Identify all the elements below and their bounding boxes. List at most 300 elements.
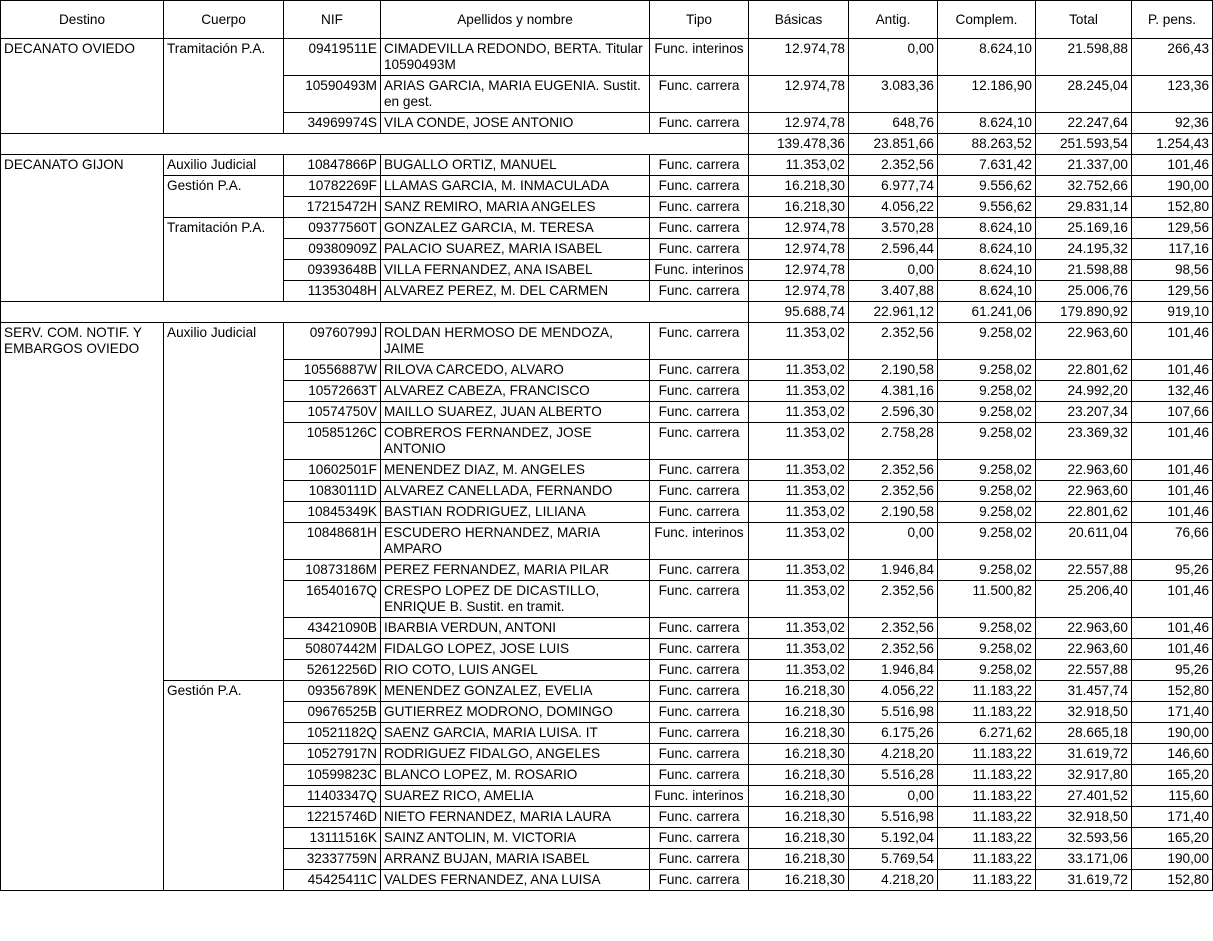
cell-cuerpo: Auxilio Judicial [164, 155, 284, 176]
cell-tipo: Func. carrera [650, 197, 749, 218]
cell-antig: 5.769,54 [849, 849, 938, 870]
cell-ppens: 152,80 [1132, 681, 1213, 702]
cell-nombre: LLAMAS GARCIA, M. INMACULADA [381, 176, 650, 197]
cell-basicas: 11.353,02 [749, 155, 849, 176]
cell-ppens: 129,56 [1132, 281, 1213, 302]
cell-basicas: 16.218,30 [749, 807, 849, 828]
cell-complem: 11.183,22 [938, 807, 1036, 828]
cell-destino: DECANATO GIJON [1, 155, 164, 302]
cell-total: 28.245,04 [1036, 76, 1132, 113]
cell-total: 32.918,50 [1036, 807, 1132, 828]
cell-antig: 0,00 [849, 786, 938, 807]
cell-antig: 5.516,98 [849, 807, 938, 828]
cell-tipo: Func. carrera [650, 402, 749, 423]
cell-total: 25.006,76 [1036, 281, 1132, 302]
cell-nif: 10847866P [284, 155, 381, 176]
cell-nif: 10602501F [284, 460, 381, 481]
cell-tipo: Func. interinos [650, 260, 749, 281]
cell-nombre: SAINZ ANTOLIN, M. VICTORIA [381, 828, 650, 849]
cell-antig: 4.056,22 [849, 197, 938, 218]
table-row [1, 323, 1213, 360]
cell-basicas: 12.974,78 [749, 218, 849, 239]
cell-ppens: 101,46 [1132, 360, 1213, 381]
header-antig: Antig. [849, 1, 938, 39]
cell-basicas: 11.353,02 [749, 660, 849, 681]
cell-basicas: 12.974,78 [749, 113, 849, 134]
cell-total: 27.401,52 [1036, 786, 1132, 807]
cell-nif: 10527917N [284, 744, 381, 765]
cell-tipo: Func. carrera [650, 76, 749, 113]
cell-antig: 2.352,56 [849, 155, 938, 176]
cell-basicas: 16.218,30 [749, 744, 849, 765]
cell-tipo: Func. carrera [650, 744, 749, 765]
cell-total: 31.457,74 [1036, 681, 1132, 702]
cell-complem: 12.186,90 [938, 76, 1036, 113]
cell-ppens: 171,40 [1132, 807, 1213, 828]
cell-nombre: ALVAREZ PEREZ, M. DEL CARMEN [381, 281, 650, 302]
cell-complem: 9.258,02 [938, 381, 1036, 402]
cell-tipo: Func. carrera [650, 618, 749, 639]
cell-ppens: 266,43 [1132, 39, 1213, 76]
cell-antig: 0,00 [849, 39, 938, 76]
cell-total: 24.992,20 [1036, 381, 1132, 402]
cell-nif: 10574750V [284, 402, 381, 423]
cell-total: 25.169,16 [1036, 218, 1132, 239]
header-total: Total [1036, 1, 1132, 39]
cell-total: 31.619,72 [1036, 744, 1132, 765]
cell-nombre: ALVAREZ CABEZA, FRANCISCO [381, 381, 650, 402]
cell-complem: 8.624,10 [938, 39, 1036, 76]
cell-complem: 8.624,10 [938, 113, 1036, 134]
cell-total: 23.207,34 [1036, 402, 1132, 423]
cell-nombre: BASTIAN RODRIGUEZ, LILIANA [381, 502, 650, 523]
cell-destino: DECANATO OVIEDO [1, 39, 164, 134]
cell-total: 22.963,60 [1036, 323, 1132, 360]
cell-antig: 2.758,28 [849, 423, 938, 460]
cell-complem: 8.624,10 [938, 218, 1036, 239]
cell-basicas: 11.353,02 [749, 639, 849, 660]
total-antig: 23.851,66 [849, 134, 938, 155]
cell-nombre: VALDES FERNANDEZ, ANA LUISA [381, 870, 650, 891]
cell-ppens: 123,36 [1132, 76, 1213, 113]
cell-tipo: Func. interinos [650, 39, 749, 76]
total-total: 251.593,54 [1036, 134, 1132, 155]
cell-nif: 10585126C [284, 423, 381, 460]
cell-basicas: 12.974,78 [749, 39, 849, 76]
cell-basicas: 11.353,02 [749, 581, 849, 618]
table-body [1, 39, 1213, 891]
cell-tipo: Func. carrera [650, 239, 749, 260]
cell-basicas: 16.218,30 [749, 849, 849, 870]
cell-total: 31.619,72 [1036, 870, 1132, 891]
cell-ppens: 101,46 [1132, 423, 1213, 460]
cell-basicas: 11.353,02 [749, 618, 849, 639]
cell-nombre: ESCUDERO HERNANDEZ, MARIA AMPARO [381, 523, 650, 560]
cell-antig: 4.218,20 [849, 744, 938, 765]
cell-basicas: 12.974,78 [749, 260, 849, 281]
cell-complem: 11.183,22 [938, 828, 1036, 849]
cell-tipo: Func. interinos [650, 786, 749, 807]
cell-cuerpo: Tramitación P.A. [164, 218, 284, 302]
table-row [1, 681, 1213, 702]
cell-total: 22.963,60 [1036, 481, 1132, 502]
cell-nif: 10873186M [284, 560, 381, 581]
cell-nombre: FIDALGO LOPEZ, JOSE LUIS [381, 639, 650, 660]
cell-complem: 8.624,10 [938, 239, 1036, 260]
total-ppens: 919,10 [1132, 302, 1213, 323]
cell-total: 22.963,60 [1036, 460, 1132, 481]
total-ppens: 1.254,43 [1132, 134, 1213, 155]
cell-tipo: Func. carrera [650, 681, 749, 702]
cell-nif: 17215472H [284, 197, 381, 218]
cell-nombre: ROLDAN HERMOSO DE MENDOZA, JAIME [381, 323, 650, 360]
cell-nif: 34969974S [284, 113, 381, 134]
cell-nif: 10590493M [284, 76, 381, 113]
cell-basicas: 11.353,02 [749, 402, 849, 423]
cell-antig: 3.407,88 [849, 281, 938, 302]
table-row [1, 176, 1213, 197]
cell-complem: 11.183,22 [938, 744, 1036, 765]
cell-total: 22.557,88 [1036, 560, 1132, 581]
cell-tipo: Func. carrera [650, 218, 749, 239]
cell-nif: 13111516K [284, 828, 381, 849]
cell-tipo: Func. carrera [650, 481, 749, 502]
cell-nif: 52612256D [284, 660, 381, 681]
cell-basicas: 11.353,02 [749, 523, 849, 560]
total-complem: 88.263,52 [938, 134, 1036, 155]
header-nombre: Apellidos y nombre [381, 1, 650, 39]
cell-nif: 09676525B [284, 702, 381, 723]
cell-nombre: MAILLO SUAREZ, JUAN ALBERTO [381, 402, 650, 423]
cell-total: 21.598,88 [1036, 260, 1132, 281]
cell-basicas: 16.218,30 [749, 176, 849, 197]
cell-tipo: Func. carrera [650, 702, 749, 723]
table-row [1, 218, 1213, 239]
cell-total: 20.611,04 [1036, 523, 1132, 560]
cell-total: 28.665,18 [1036, 723, 1132, 744]
cell-basicas: 11.353,02 [749, 423, 849, 460]
cell-complem: 11.183,22 [938, 849, 1036, 870]
cell-complem: 11.183,22 [938, 681, 1036, 702]
cell-cuerpo: Gestión P.A. [164, 176, 284, 218]
cell-antig: 5.516,98 [849, 702, 938, 723]
cell-antig: 0,00 [849, 260, 938, 281]
cell-antig: 2.596,30 [849, 402, 938, 423]
cell-antig: 2.352,56 [849, 460, 938, 481]
cell-basicas: 16.218,30 [749, 786, 849, 807]
cell-nombre: VILLA FERNANDEZ, ANA ISABEL [381, 260, 650, 281]
cell-complem: 9.258,02 [938, 560, 1036, 581]
cell-nombre: SUAREZ RICO, AMELIA [381, 786, 650, 807]
cell-complem: 11.183,22 [938, 870, 1036, 891]
total-spacer [1, 134, 749, 155]
cell-total: 21.337,00 [1036, 155, 1132, 176]
cell-complem: 9.556,62 [938, 176, 1036, 197]
cell-basicas: 11.353,02 [749, 323, 849, 360]
cell-ppens: 132,46 [1132, 381, 1213, 402]
header-row [1, 1, 1213, 39]
cell-tipo: Func. carrera [650, 360, 749, 381]
cell-nif: 09356789K [284, 681, 381, 702]
header-complem: Complem. [938, 1, 1036, 39]
cell-basicas: 12.974,78 [749, 281, 849, 302]
cell-tipo: Func. carrera [650, 460, 749, 481]
total-basicas: 139.478,36 [749, 134, 849, 155]
cell-total: 23.369,32 [1036, 423, 1132, 460]
cell-antig: 3.570,28 [849, 218, 938, 239]
cell-basicas: 12.974,78 [749, 239, 849, 260]
cell-total: 24.195,32 [1036, 239, 1132, 260]
cell-tipo: Func. carrera [650, 423, 749, 460]
cell-nif: 10782269F [284, 176, 381, 197]
cell-ppens: 92,36 [1132, 113, 1213, 134]
cell-antig: 1.946,84 [849, 660, 938, 681]
total-antig: 22.961,12 [849, 302, 938, 323]
cell-tipo: Func. carrera [650, 581, 749, 618]
cell-antig: 0,00 [849, 523, 938, 560]
cell-antig: 6.977,74 [849, 176, 938, 197]
cell-total: 22.557,88 [1036, 660, 1132, 681]
cell-nombre: COBREROS FERNANDEZ, JOSE ANTONIO [381, 423, 650, 460]
header-tipo: Tipo [650, 1, 749, 39]
cell-total: 32.752,66 [1036, 176, 1132, 197]
cell-nif: 10830111D [284, 481, 381, 502]
cell-tipo: Func. carrera [650, 870, 749, 891]
cell-nombre: ARIAS GARCIA, MARIA EUGENIA. Sustit. en gest. [381, 76, 650, 113]
cell-basicas: 11.353,02 [749, 381, 849, 402]
cell-ppens: 152,80 [1132, 197, 1213, 218]
cell-nombre: SANZ REMIRO, MARIA ANGELES [381, 197, 650, 218]
cell-complem: 9.258,02 [938, 423, 1036, 460]
total-spacer [1, 302, 749, 323]
cell-antig: 2.190,58 [849, 502, 938, 523]
cell-nif: 09760799J [284, 323, 381, 360]
cell-tipo: Func. interinos [650, 523, 749, 560]
cell-nombre: MENENDEZ GONZALEZ, EVELIA [381, 681, 650, 702]
cell-cuerpo: Tramitación P.A. [164, 39, 284, 134]
cell-cuerpo: Gestión P.A. [164, 681, 284, 891]
cell-nombre: RODRIGUEZ FIDALGO, ANGELES [381, 744, 650, 765]
cell-tipo: Func. carrera [650, 176, 749, 197]
cell-ppens: 98,56 [1132, 260, 1213, 281]
cell-tipo: Func. carrera [650, 560, 749, 581]
header-basicas: Básicas [749, 1, 849, 39]
cell-antig: 3.083,36 [849, 76, 938, 113]
cell-nif: 50807442M [284, 639, 381, 660]
cell-basicas: 16.218,30 [749, 870, 849, 891]
cell-ppens: 129,56 [1132, 218, 1213, 239]
cell-antig: 2.352,56 [849, 639, 938, 660]
cell-basicas: 16.218,30 [749, 197, 849, 218]
cell-complem: 11.183,22 [938, 765, 1036, 786]
cell-total: 33.171,06 [1036, 849, 1132, 870]
cell-cuerpo: Auxilio Judicial [164, 323, 284, 681]
cell-basicas: 11.353,02 [749, 560, 849, 581]
cell-antig: 4.218,20 [849, 870, 938, 891]
cell-ppens: 101,46 [1132, 323, 1213, 360]
cell-complem: 8.624,10 [938, 260, 1036, 281]
cell-tipo: Func. carrera [650, 723, 749, 744]
cell-complem: 9.258,02 [938, 460, 1036, 481]
cell-tipo: Func. carrera [650, 502, 749, 523]
cell-ppens: 165,20 [1132, 765, 1213, 786]
cell-nif: 45425411C [284, 870, 381, 891]
cell-tipo: Func. carrera [650, 323, 749, 360]
cell-nif: 43421090B [284, 618, 381, 639]
cell-tipo: Func. carrera [650, 660, 749, 681]
cell-complem: 9.258,02 [938, 481, 1036, 502]
cell-nombre: RILOVA CARCEDO, ALVARO [381, 360, 650, 381]
cell-ppens: 115,60 [1132, 786, 1213, 807]
cell-complem: 11.500,82 [938, 581, 1036, 618]
cell-antig: 4.056,22 [849, 681, 938, 702]
cell-total: 22.963,60 [1036, 618, 1132, 639]
cell-basicas: 16.218,30 [749, 702, 849, 723]
cell-ppens: 95,26 [1132, 560, 1213, 581]
cell-ppens: 165,20 [1132, 828, 1213, 849]
cell-tipo: Func. carrera [650, 639, 749, 660]
cell-nombre: SAENZ GARCIA, MARIA LUISA. IT [381, 723, 650, 744]
table-row [1, 155, 1213, 176]
group-total-row [1, 134, 1213, 155]
cell-ppens: 146,60 [1132, 744, 1213, 765]
cell-total: 22.801,62 [1036, 360, 1132, 381]
cell-complem: 6.271,62 [938, 723, 1036, 744]
cell-total: 25.206,40 [1036, 581, 1132, 618]
cell-ppens: 171,40 [1132, 702, 1213, 723]
cell-basicas: 12.974,78 [749, 76, 849, 113]
cell-total: 22.247,64 [1036, 113, 1132, 134]
cell-nombre: VILA CONDE, JOSE ANTONIO [381, 113, 650, 134]
cell-nif: 12215746D [284, 807, 381, 828]
cell-complem: 11.183,22 [938, 786, 1036, 807]
cell-ppens: 117,16 [1132, 239, 1213, 260]
total-basicas: 95.688,74 [749, 302, 849, 323]
cell-ppens: 190,00 [1132, 849, 1213, 870]
cell-antig: 4.381,16 [849, 381, 938, 402]
cell-nif: 09419511E [284, 39, 381, 76]
cell-total: 32.917,80 [1036, 765, 1132, 786]
cell-antig: 2.352,56 [849, 481, 938, 502]
cell-antig: 2.596,44 [849, 239, 938, 260]
group-total-row [1, 302, 1213, 323]
cell-nif: 10521182Q [284, 723, 381, 744]
cell-total: 32.918,50 [1036, 702, 1132, 723]
cell-basicas: 11.353,02 [749, 502, 849, 523]
cell-ppens: 101,46 [1132, 155, 1213, 176]
header-nif: NIF [284, 1, 381, 39]
cell-nombre: GUTIERREZ MODRONO, DOMINGO [381, 702, 650, 723]
cell-total: 22.801,62 [1036, 502, 1132, 523]
cell-nif: 10599823C [284, 765, 381, 786]
cell-nombre: NIETO FERNANDEZ, MARIA LAURA [381, 807, 650, 828]
cell-complem: 7.631,42 [938, 155, 1036, 176]
cell-nombre: GONZALEZ GARCIA, M. TERESA [381, 218, 650, 239]
cell-antig: 2.352,56 [849, 323, 938, 360]
cell-complem: 9.258,02 [938, 402, 1036, 423]
cell-tipo: Func. carrera [650, 113, 749, 134]
cell-nombre: CIMADEVILLA REDONDO, BERTA. Titular 10590493M [381, 39, 650, 76]
cell-nif: 10572663T [284, 381, 381, 402]
cell-basicas: 16.218,30 [749, 828, 849, 849]
cell-complem: 11.183,22 [938, 702, 1036, 723]
cell-complem: 9.258,02 [938, 618, 1036, 639]
cell-antig: 2.352,56 [849, 581, 938, 618]
cell-complem: 8.624,10 [938, 281, 1036, 302]
cell-nombre: PALACIO SUAREZ, MARIA ISABEL [381, 239, 650, 260]
cell-total: 32.593,56 [1036, 828, 1132, 849]
cell-ppens: 101,46 [1132, 481, 1213, 502]
cell-total: 21.598,88 [1036, 39, 1132, 76]
cell-tipo: Func. carrera [650, 828, 749, 849]
cell-nif: 16540167Q [284, 581, 381, 618]
cell-complem: 9.258,02 [938, 360, 1036, 381]
cell-ppens: 95,26 [1132, 660, 1213, 681]
cell-complem: 9.258,02 [938, 323, 1036, 360]
cell-ppens: 190,00 [1132, 723, 1213, 744]
cell-antig: 648,76 [849, 113, 938, 134]
cell-antig: 2.352,56 [849, 618, 938, 639]
cell-nif: 10848681H [284, 523, 381, 560]
cell-nombre: ARRANZ BUJAN, MARIA ISABEL [381, 849, 650, 870]
cell-nombre: BUGALLO ORTIZ, MANUEL [381, 155, 650, 176]
cell-basicas: 16.218,30 [749, 765, 849, 786]
cell-ppens: 101,46 [1132, 502, 1213, 523]
cell-ppens: 101,46 [1132, 639, 1213, 660]
cell-total: 22.963,60 [1036, 639, 1132, 660]
cell-ppens: 190,00 [1132, 176, 1213, 197]
cell-nif: 10845349K [284, 502, 381, 523]
cell-basicas: 11.353,02 [749, 360, 849, 381]
cell-tipo: Func. carrera [650, 849, 749, 870]
cell-nombre: MENENDEZ DIAZ, M. ANGELES [381, 460, 650, 481]
cell-complem: 9.258,02 [938, 523, 1036, 560]
cell-basicas: 16.218,30 [749, 723, 849, 744]
cell-complem: 9.258,02 [938, 660, 1036, 681]
cell-antig: 5.516,28 [849, 765, 938, 786]
cell-tipo: Func. carrera [650, 281, 749, 302]
total-complem: 61.241,06 [938, 302, 1036, 323]
cell-basicas: 11.353,02 [749, 460, 849, 481]
cell-nif: 11403347Q [284, 786, 381, 807]
cell-nif: 09393648B [284, 260, 381, 281]
cell-nombre: CRESPO LOPEZ DE DICASTILLO, ENRIQUE B. Sustit. en tramit. [381, 581, 650, 618]
cell-nombre: BLANCO LOPEZ, M. ROSARIO [381, 765, 650, 786]
cell-ppens: 101,46 [1132, 618, 1213, 639]
cell-nif: 09377560T [284, 218, 381, 239]
cell-nombre: IBARBIA VERDUN, ANTONI [381, 618, 650, 639]
cell-nif: 10556887W [284, 360, 381, 381]
cell-complem: 9.258,02 [938, 639, 1036, 660]
cell-nif: 11353048H [284, 281, 381, 302]
header-destino: Destino [1, 1, 164, 39]
cell-nombre: RIO COTO, LUIS ANGEL [381, 660, 650, 681]
cell-antig: 2.190,58 [849, 360, 938, 381]
cell-ppens: 101,46 [1132, 460, 1213, 481]
header-ppens: P. pens. [1132, 1, 1213, 39]
header-cuerpo: Cuerpo [164, 1, 284, 39]
cell-ppens: 101,46 [1132, 581, 1213, 618]
table-row [1, 39, 1213, 76]
cell-ppens: 107,66 [1132, 402, 1213, 423]
cell-destino: SERV. COM. NOTIF. Y EMBARGOS OVIEDO [1, 323, 164, 891]
cell-total: 29.831,14 [1036, 197, 1132, 218]
cell-ppens: 76,66 [1132, 523, 1213, 560]
cell-tipo: Func. carrera [650, 155, 749, 176]
cell-tipo: Func. carrera [650, 807, 749, 828]
cell-nombre: PEREZ FERNANDEZ, MARIA PILAR [381, 560, 650, 581]
cell-ppens: 152,80 [1132, 870, 1213, 891]
